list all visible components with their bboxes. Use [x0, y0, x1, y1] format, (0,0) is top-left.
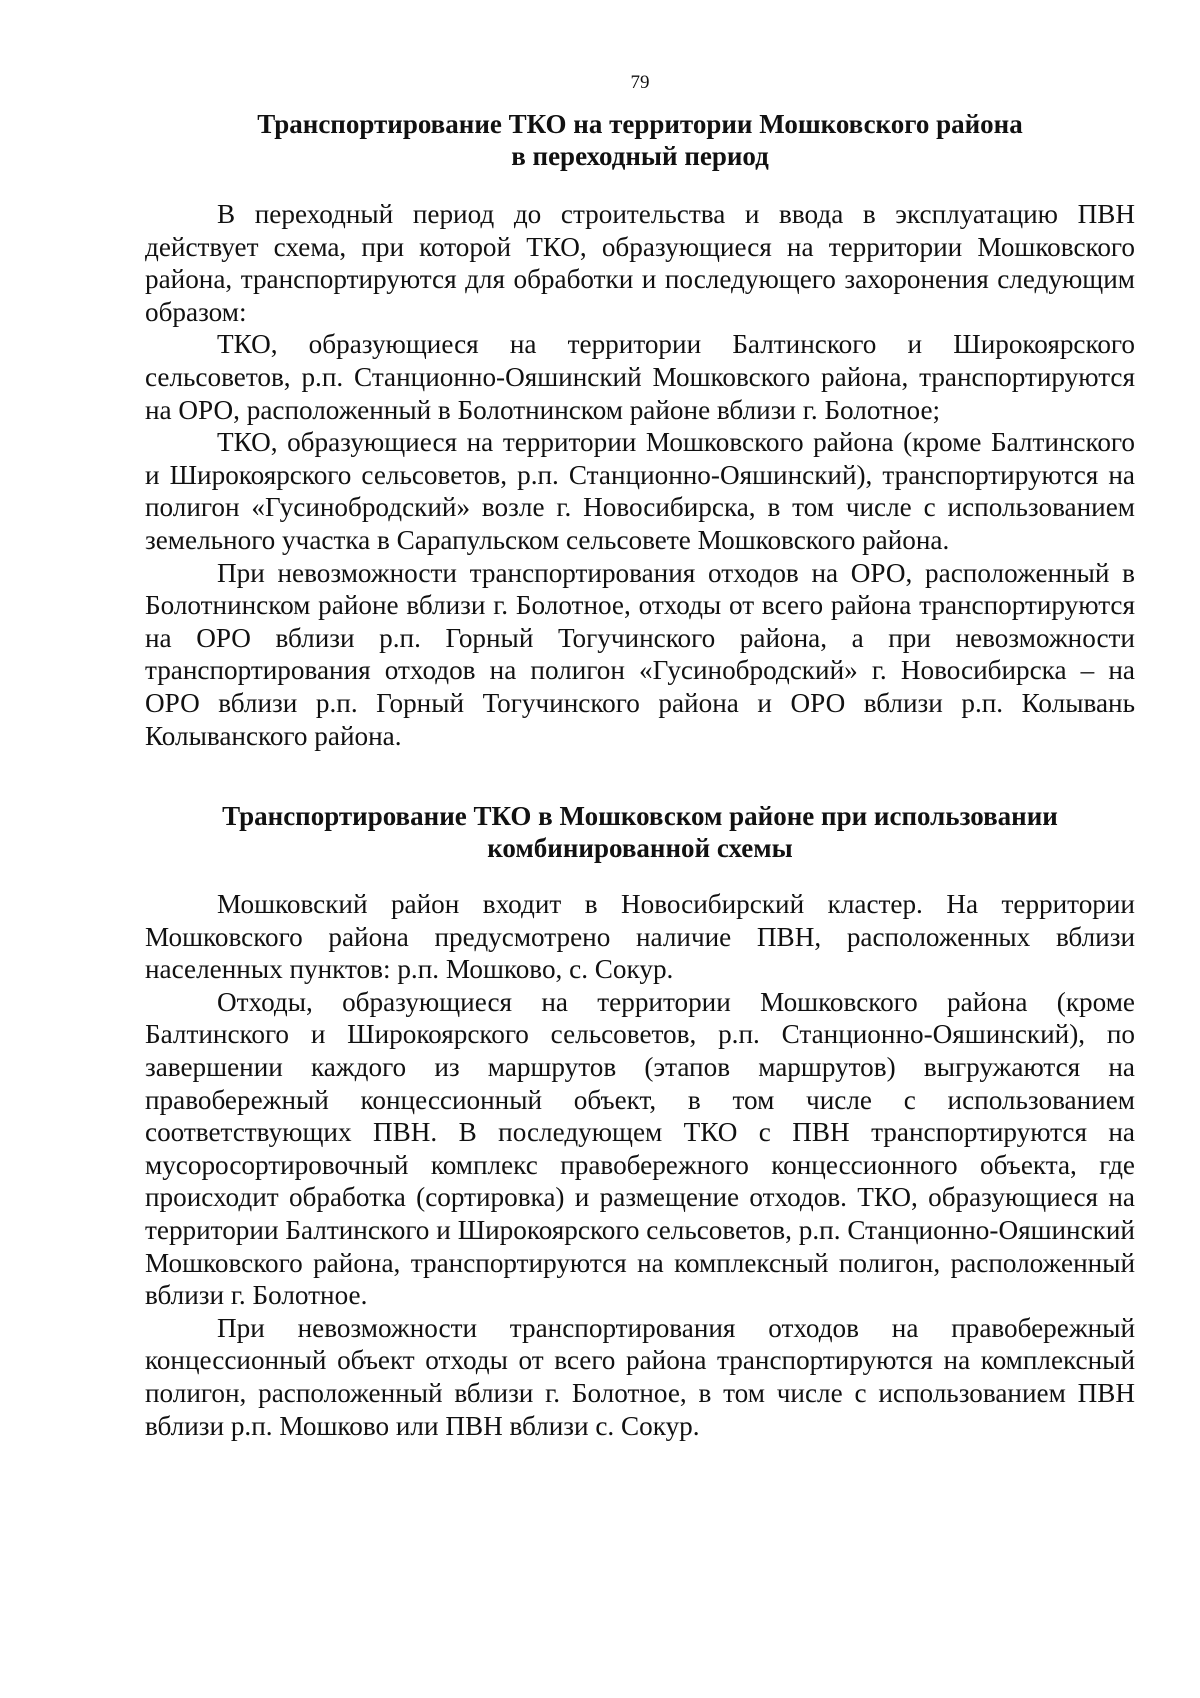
- section1-heading-line1: Транспортирование ТКО на территории Мошковского района: [257, 109, 1023, 139]
- section2-heading: [145, 800, 1135, 864]
- section2-body: [145, 888, 1135, 1442]
- paragraph: В переходный период до строительства и ввода в эксплуатацию ПВН действует схема, при которой ТКО, образующиеся на территории Мошковского района, транспортируются для обработки и последующего захоронения следующим образом:: [145, 199, 1135, 327]
- paragraph: Мошковский район входит в Новосибирский кластер. На территории Мошковского района предусмотрено наличие ПВН, расположенных вблизи населенных пунктов: р.п. Мошково, с. Сокур.: [145, 889, 1135, 985]
- paragraph: Отходы, образующиеся на территории Мошковского района (кроме Балтинского и Широкоярского сельсоветов, р.п. Станционно-Ояшинский), по завершении каждого из маршрутов (этапов маршрутов) выгружаются на правобережный концессионный объект, в том числе с использованием соответствующих ПВН. В последующем ТКО с ПВН транспортируются на мусоросортировочный комплекс правобережного концессионного объекта, где происходит обработка (сортировка) и размещение отходов. ТКО, образующиеся на территории Балтинского и Широкоярского сельсоветов, р.п. Станционно-Ояшинский Мошковского района, транспортируются на комплексный полигон, расположенный вблизи г. Болотное.: [145, 986, 1135, 1311]
- section2-heading-line2: комбинированной схемы: [487, 833, 793, 863]
- paragraph: ТКО, образующиеся на территории Мошковского района (кроме Балтинского и Широкоярского сельсоветов, р.п. Станционно-Ояшинский), транспортируются на полигон «Гусинобродский» возле г. Новосибирска, в том числе с использованием земельного участка в Сарапульском сельсовете Мошковского района.: [145, 427, 1135, 555]
- section1-body: [145, 198, 1135, 752]
- section2-heading-line1: Транспортирование ТКО в Мошковском районе при использовании: [222, 801, 1058, 831]
- paragraph: При невозможности транспортирования отходов на правобережный концессионный объект отходы от всего района транспортируются на комплексный полигон, расположенный вблизи г. Болотное, в том числе с использованием ПВН вблизи р.п. Мошково или ПВН вблизи с. Сокур.: [145, 1312, 1135, 1441]
- page-number: 79: [630, 72, 650, 93]
- paragraph: ТКО, образующиеся на территории Балтинского и Широкоярского сельсоветов, р.п. Станционно-Ояшинский Мошковского района, транспортируются на ОРО, расположенный в Болотнинском районе вблизи г. Болотное;: [145, 329, 1135, 425]
- paragraph: При невозможности транспортирования отходов на ОРО, расположенный в Болотнинском районе вблизи г. Болотное, отходы от всего района транспортируются на ОРО вблизи р.п. Горный Тогучинского района, а при невозможности транспортирования отходов на полигон «Гусинобродский» г. Новосибирска – на ОРО вблизи р.п. Горный Тогучинского района и ОРО вблизи р.п. Колывань Колыванского района.: [145, 557, 1135, 751]
- section1-heading: [145, 108, 1135, 172]
- section1-heading-line2: в переходный период: [511, 141, 769, 171]
